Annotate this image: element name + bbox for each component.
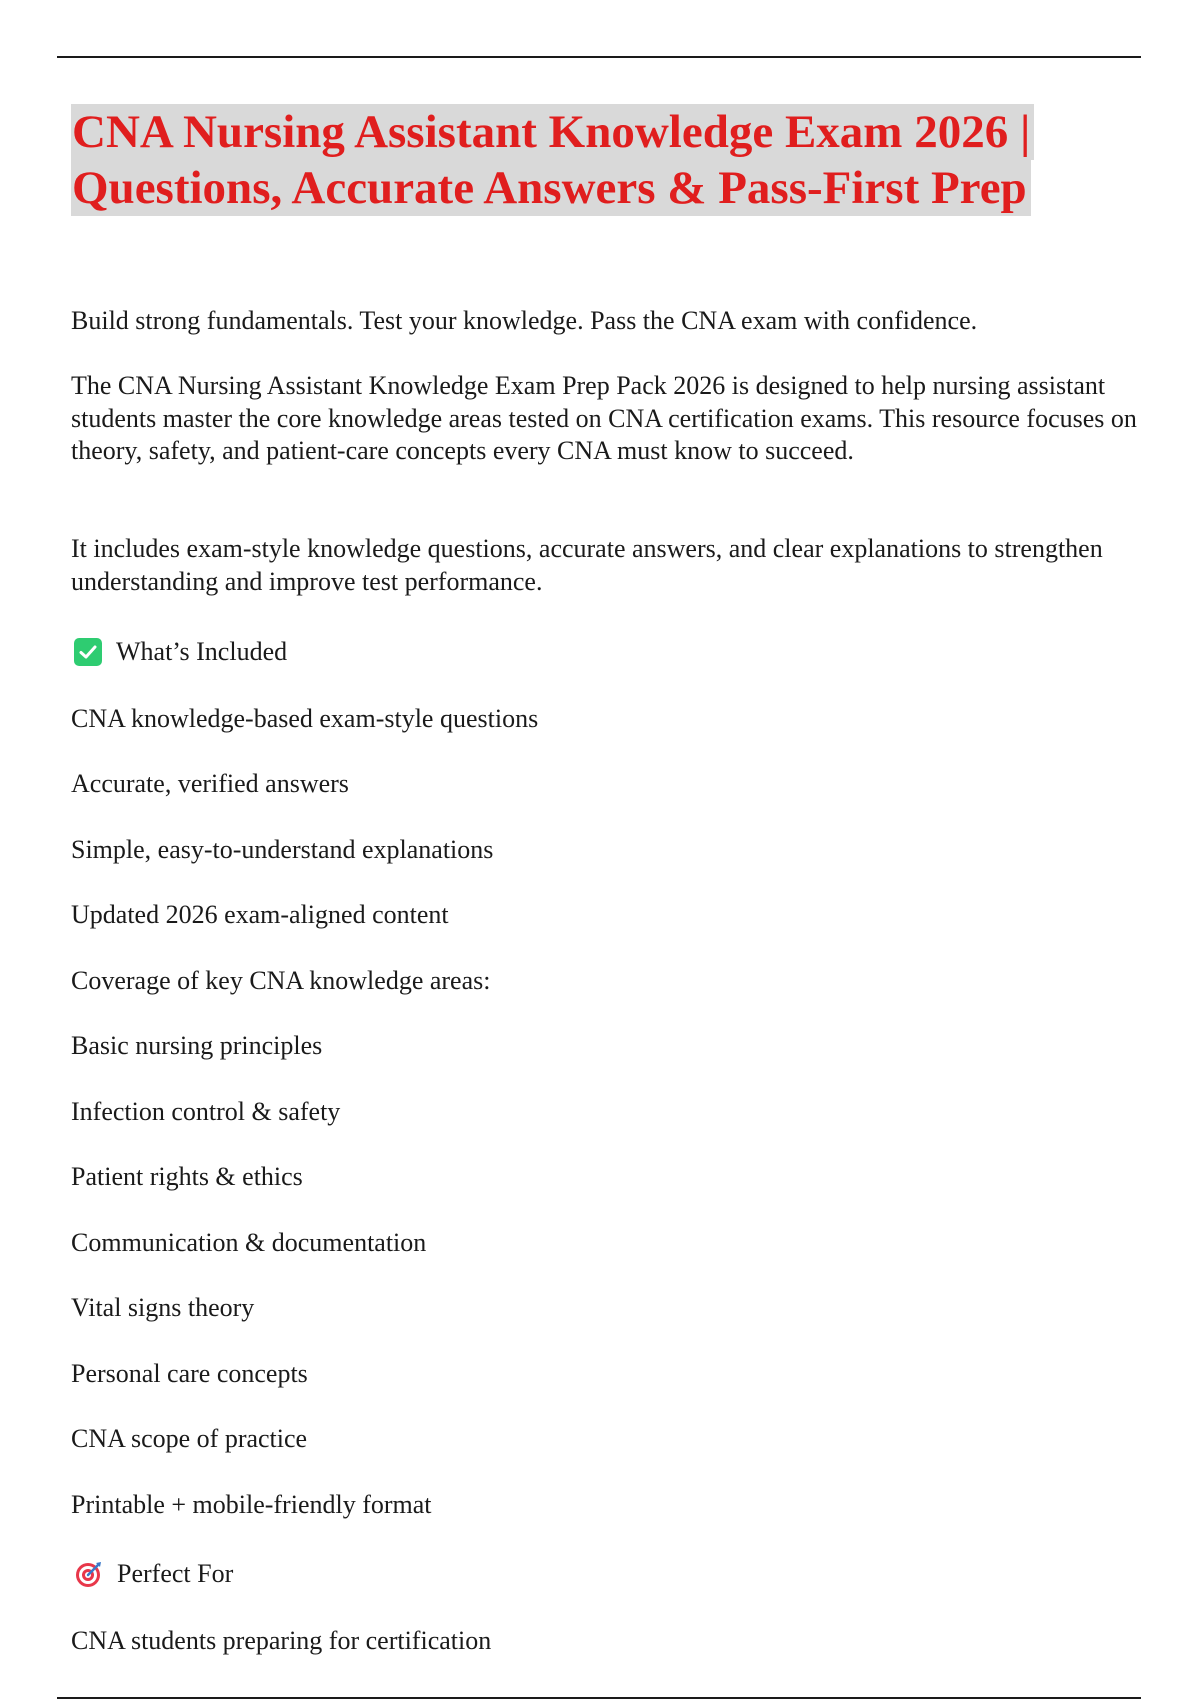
list-item: Patient rights & ethics: [71, 1162, 303, 1191]
perfect-for-label: Perfect For: [117, 1559, 234, 1588]
list-item: CNA knowledge-based exam-style questions: [71, 704, 539, 733]
top-divider: [57, 56, 1141, 58]
list-item: Vital signs theory: [71, 1293, 255, 1322]
whats-included-heading: [74, 636, 287, 668]
title-line-2: Questions, Accurate Answers & Pass-First Prep: [71, 160, 1031, 216]
list-item: Accurate, verified answers: [71, 769, 349, 798]
intro-paragraph: The CNA Nursing Assistant Knowledge Exam Prep Pack 2026 is designed to help nursing assistant students master the core knowledge areas tested on CNA certification exams. This resource focuses on theory, safety, and patient-care concepts every CNA must know to succeed.: [71, 371, 1137, 465]
includes-paragraph: It includes exam-style knowledge questions, accurate answers, and clear explanations to strengthen understanding and improve test performance.: [71, 534, 1103, 596]
bottom-divider: [57, 1697, 1141, 1699]
check-mark-button-icon: [74, 638, 102, 666]
direct-hit-target-icon: [74, 1559, 104, 1589]
list-item: Updated 2026 exam-aligned content: [71, 900, 449, 929]
list-item: Printable + mobile-friendly format: [71, 1490, 432, 1519]
list-item: Basic nursing principles: [71, 1031, 323, 1060]
title-line-1: CNA Nursing Assistant Knowledge Exam 2026 |: [71, 104, 1034, 160]
whats-included-label: What’s Included: [116, 637, 288, 666]
document-title: [71, 104, 1091, 216]
list-item: CNA scope of practice: [71, 1424, 308, 1453]
perfect-for-heading: [74, 1558, 233, 1590]
list-item: Coverage of key CNA knowledge areas:: [71, 966, 491, 995]
list-item: Infection control & safety: [71, 1097, 341, 1126]
list-item: CNA students preparing for certification: [71, 1626, 492, 1655]
list-item: Communication & documentation: [71, 1228, 427, 1257]
list-item: Personal care concepts: [71, 1359, 308, 1388]
list-item: Simple, easy-to-understand explanations: [71, 835, 494, 864]
tagline: Build strong fundamentals. Test your knowledge. Pass the CNA exam with confidence.: [71, 306, 978, 335]
